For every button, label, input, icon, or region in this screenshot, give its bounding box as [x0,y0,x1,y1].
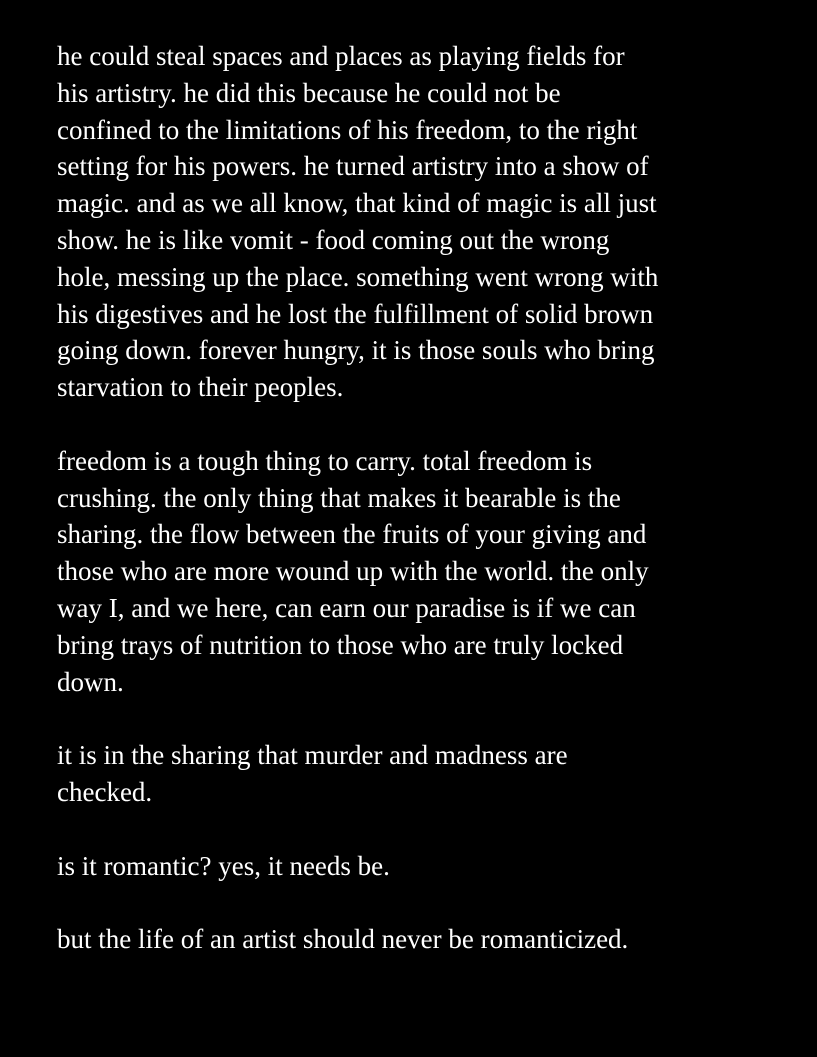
text-line: checked. [57,776,153,807]
text-line: his artistry. he did this because he could not be [57,77,561,108]
text-line: he could steal spaces and places as playing fields for [57,41,625,71]
document-body [57,38,797,958]
text-line: but the life of an artist should never be romanticized. [57,924,629,955]
text-line: crushing. the only thing that makes it bearable is the [57,482,621,513]
text-line: it is in the sharing that murder and madness are [57,740,568,771]
text-line: freedom is a tough thing to carry. total freedom is [57,445,593,476]
text-line: his digestives and he lost the fulfillment of solid brown [57,298,654,329]
text-line: hole, messing up the place. something went wrong with [57,261,659,292]
text-line: setting for his powers. he turned artistry into a show of [57,151,649,182]
text-line: bring trays of nutrition to those who are truly locked [57,629,624,660]
text-line: show. he is like vomit - food coming out the wrong [57,224,610,255]
text-line: starvation to their peoples. [57,372,344,403]
text-line: is it romantic? yes, it needs be. [57,850,390,881]
text-line: down. [57,666,124,697]
text-line: those who are more wound up with the world. the only [57,556,649,587]
paragraph-4 [57,848,797,885]
paragraph-1 [57,38,797,406]
text-line: confined to the limitations of his freedom, to the right [57,114,638,145]
text-line: going down. forever hungry, it is those souls who bring [57,335,655,366]
text-line: way I, and we here, can earn our paradise is if we can [57,592,636,623]
text-line: magic. and as we all know, that kind of magic is all just [57,188,657,219]
paragraph-5 [57,921,797,958]
paragraph-2 [57,443,797,701]
paragraph-3 [57,737,797,811]
text-line: sharing. the flow between the fruits of your giving and [57,519,647,550]
